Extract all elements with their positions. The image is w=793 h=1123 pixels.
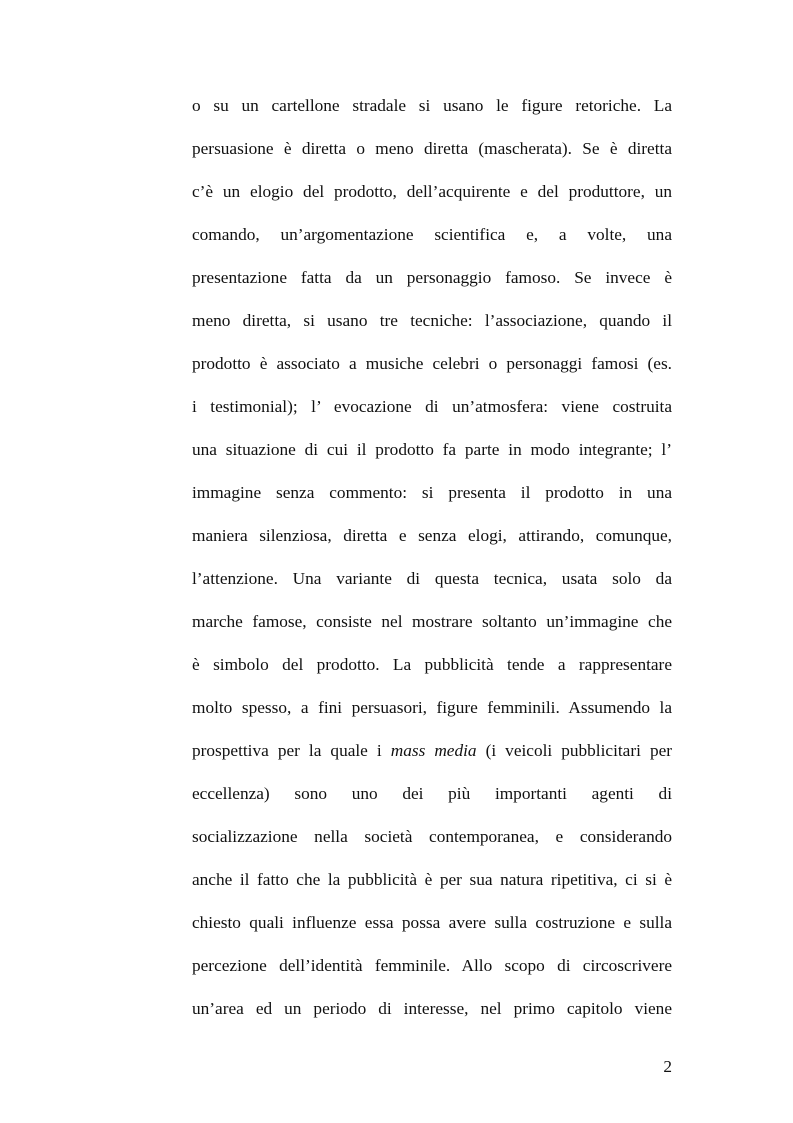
text-line: c’è un elogio del prodotto, dell’acquirente e del produttore, un bbox=[192, 182, 672, 201]
text-line: è simbolo del prodotto. La pubblicità tende a rappresentare bbox=[192, 655, 672, 674]
text-line: meno diretta, si usano tre tecniche: l’associazione, quando il bbox=[192, 311, 672, 330]
text-segment: prospettiva per la quale i bbox=[192, 741, 391, 760]
text-segment: (i veicoli pubblicitari per bbox=[476, 741, 673, 760]
text-line: una situazione di cui il prodotto fa parte in modo integrante; l’ bbox=[192, 440, 672, 459]
text-line: un’area ed un periodo di interesse, nel primo capitolo viene bbox=[192, 999, 672, 1018]
text-line: i testimonial); l’ evocazione di un’atmosfera: viene costruita bbox=[192, 397, 672, 416]
text-line-with-italic bbox=[192, 733, 672, 776]
text-line: socializzazione nella società contemporanea, e considerando bbox=[192, 827, 672, 846]
text-line: molto spesso, a fini persuasori, figure femminili. Assumendo la bbox=[192, 698, 672, 717]
text-line: o su un cartellone stradale si usano le figure retoriche. La bbox=[192, 96, 672, 115]
text-line: immagine senza commento: si presenta il prodotto in una bbox=[192, 483, 672, 502]
text-line: marche famose, consiste nel mostrare soltanto un’immagine che bbox=[192, 612, 672, 631]
body-paragraph bbox=[192, 88, 672, 1034]
text-line: comando, un’argomentazione scientifica e, a volte, una bbox=[192, 225, 672, 244]
italic-term: mass media bbox=[390, 741, 477, 760]
text-line: prodotto è associato a musiche celebri o personaggi famosi (es. bbox=[192, 354, 672, 373]
text-line: maniera silenziosa, diretta e senza elogi, attirando, comunque, bbox=[192, 526, 672, 545]
page-number: 2 bbox=[663, 1057, 672, 1076]
text-line: l’attenzione. Una variante di questa tecnica, usata solo da bbox=[192, 569, 672, 588]
text-line: percezione dell’identità femminile. Allo scopo di circoscrivere bbox=[192, 956, 672, 975]
text-line: presentazione fatta da un personaggio famoso. Se invece è bbox=[192, 268, 672, 287]
text-line: anche il fatto che la pubblicità è per sua natura ripetitiva, ci si è bbox=[192, 870, 672, 889]
text-line: chiesto quali influenze essa possa avere sulla costruzione e sulla bbox=[192, 913, 672, 932]
text-line: eccellenza) sono uno dei più importanti agenti di bbox=[192, 784, 672, 803]
text-line: persuasione è diretta o meno diretta (mascherata). Se è diretta bbox=[192, 139, 672, 158]
